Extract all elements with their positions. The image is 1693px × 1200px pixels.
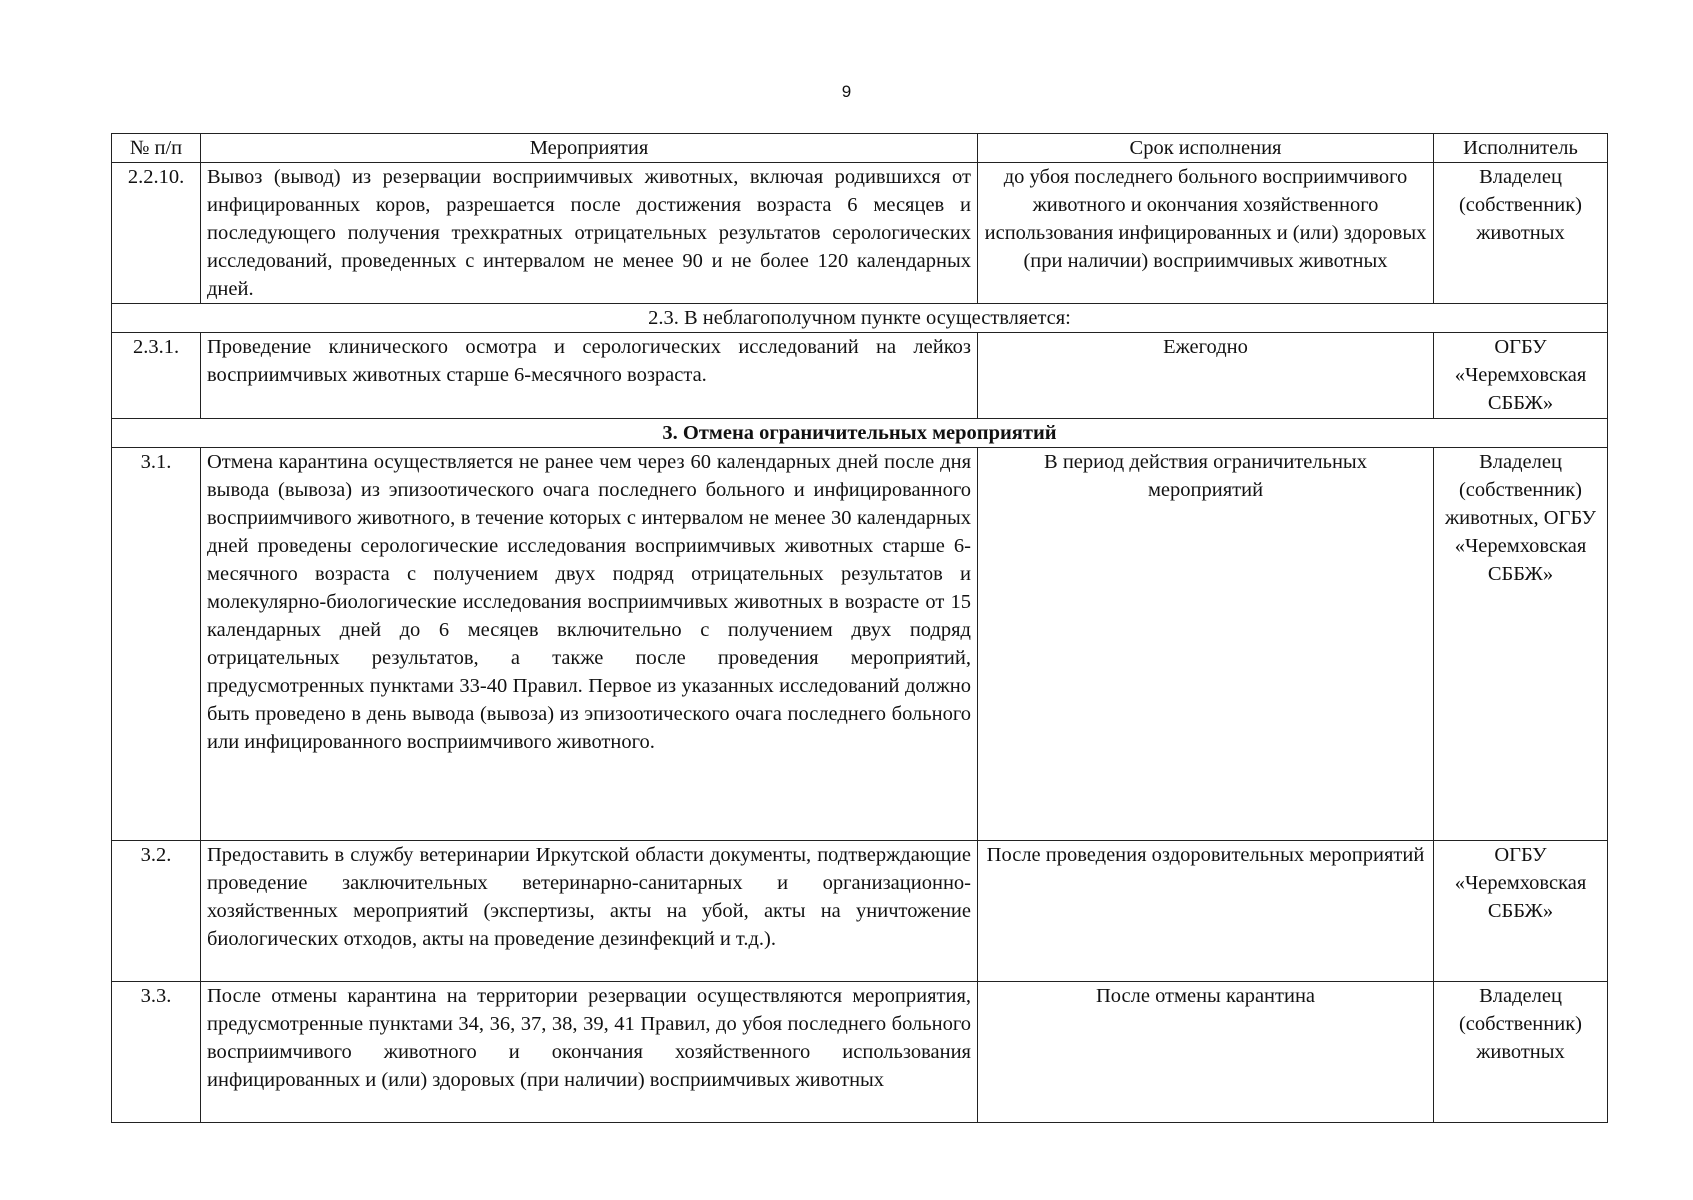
section-row [112,419,1608,448]
table-row [112,448,1608,841]
header-deadline: Срок исполнения [978,134,1434,163]
section-heading: 3. Отмена ограничительных мероприятий [112,419,1608,448]
row-activity: Предоставить в службу ветеринарии Иркутской области документы, подтверждающие проведение заключительных ветеринарно-санитарных и организационно-хозяйственных мероприятий (экспертизы, акты на убой, акты на уничтожение биологических отходов, акты на проведение дезинфекций и т.д.). [201,841,978,982]
row-deadline: После проведения оздоровительных мероприятий [978,841,1434,982]
row-activity: Вывоз (вывод) из резервации восприимчивых животных, включая родившихся от инфицированных коров, разрешается после достижения возраста 6 месяцев и последующего получения трехкратных отрицательных результатов серологических исследований, проведенных с интервалом не менее 90 и не более 120 календарных дней. [201,163,978,304]
table-row [112,333,1608,419]
row-executor: ОГБУ «Черемховская СББЖ» [1434,841,1608,982]
row-number: 3.2. [112,841,201,982]
row-deadline: В период действия ограничительных мероприятий [978,448,1434,841]
row-deadline: Ежегодно [978,333,1434,419]
row-deadline: После отмены карантина [978,982,1434,1123]
row-number: 2.3.1. [112,333,201,419]
row-executor: ОГБУ «Черемховская СББЖ» [1434,333,1608,419]
table-row [112,982,1608,1123]
row-number: 2.2.10. [112,163,201,304]
table-header-row [112,134,1608,163]
row-deadline: до убоя последнего больного восприимчивого животного и окончания хозяйственного использования инфицированных и (или) здоровых (при наличии) восприимчивых животных [978,163,1434,304]
table-row [112,841,1608,982]
header-activities: Мероприятия [201,134,978,163]
section-row [112,304,1608,333]
table-row [112,163,1608,304]
row-number: 3.3. [112,982,201,1123]
row-activity: Отмена карантина осуществляется не ранее чем через 60 календарных дней после дня вывода (вывоза) из эпизоотического очага последнего больного и инфицированного восприимчивого животного, в течение которых с интервалом не менее 30 календарных дней проведены серологические исследования восприимчивых животных старше 6-месячного возраста с получением двух подряд отрицательных результатов и молекулярно-биологические исследования восприимчивых животных в возрасте от 15 календарных дней до 6 месяцев включительно с получением двух подряд отрицательных результатов, а также после проведения мероприятий, предусмотренных пунктами 33-40 Правил. Первое из указанных исследований должно быть проведено в день вывода (вывоза) из эпизоотического очага последнего больного или инфицированного восприимчивого животного. [201,448,978,841]
row-executor: Владелец (собственник) животных, ОГБУ «Черемховская СББЖ» [1434,448,1608,841]
measures-table [111,133,1608,1123]
row-executor: Владелец (собственник) животных [1434,982,1608,1123]
page-number: 9 [841,82,852,101]
header-executor: Исполнитель [1434,134,1608,163]
row-activity: Проведение клинического осмотра и серологических исследований на лейкоз восприимчивых животных старше 6-месячного возраста. [201,333,978,419]
section-heading: 2.3. В неблагополучном пункте осуществляется: [112,304,1608,333]
row-executor: Владелец (собственник) животных [1434,163,1608,304]
row-activity: После отмены карантина на территории резервации осуществляются мероприятия, предусмотренные пунктами 34, 36, 37, 38, 39, 41 Правил, до убоя последнего больного восприимчивого животного и окончания хозяйственного использования инфицированных и (или) здоровых (при наличии) восприимчивых животных [201,982,978,1123]
header-number: № п/п [112,134,201,163]
row-number: 3.1. [112,448,201,841]
